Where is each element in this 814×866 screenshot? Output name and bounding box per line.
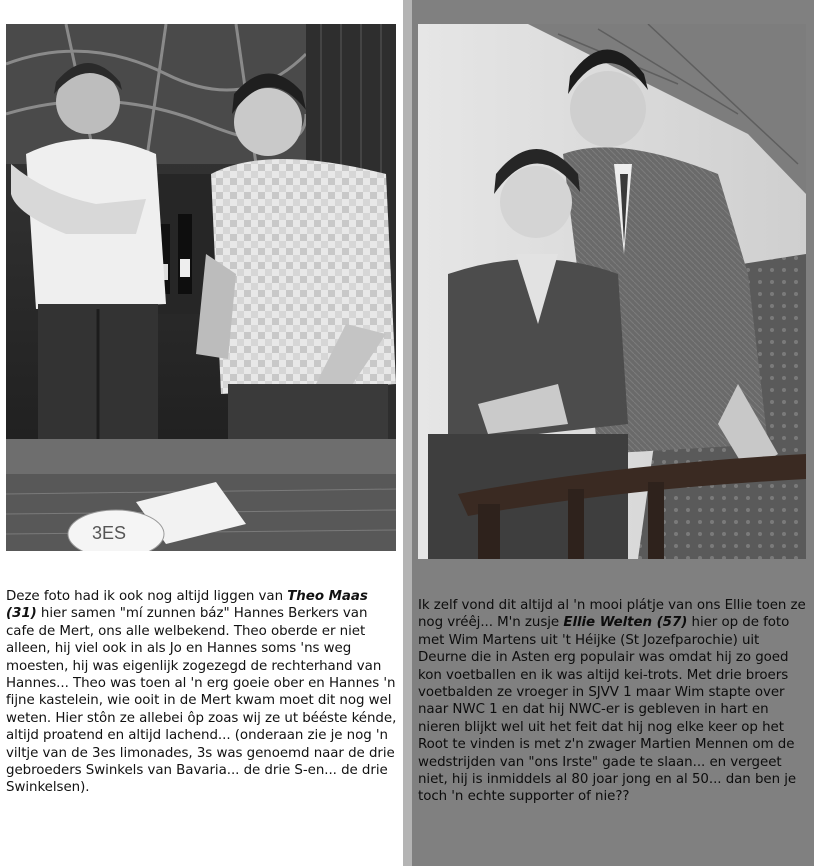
right-column: [412, 0, 814, 866]
column-divider: [403, 0, 412, 866]
photo-theo-maas-hannes-berkers: [6, 24, 396, 551]
caption-right: [418, 597, 812, 806]
caption-left: [6, 588, 398, 797]
bw-photograph-bar: [6, 24, 396, 551]
coaster-label: 3ES: [92, 523, 127, 543]
caption-right-person-name: Ellie Welten (57): [563, 615, 688, 631]
caption-left-body: hier samen "mí zunnen báz" Hannes Berkers van cafe de Mert, ons alle welbekend. Theo oberde er niet alleen, hij viel ook in als Jo en Hannes soms 'ns weg moesten, hij was eigenlijk zogezegd de rechterhand van Hannes... Theo was toen al 'n erg goeie ober en Hannes 'n fijne kastelein, wie ooit in de Mert kwam moet dit nog wel weten. Hier stôn ze allebei ôp zoas wij ze ut bééste kénde, altijd proatend en altijd lachend... (onderaan zie je nog 'n viltje van de 3es limonades, 3s was genoemd naar de drie gebroeders Swinkels van Bavaria... de drie S-en... de drie Swinkelsen).: [6, 606, 397, 796]
left-column: [0, 0, 403, 866]
photo-ellie-welten-wim-martens: [418, 24, 806, 559]
caption-right-body: hier op de foto met Wim Martens uit 't Héijke (St Jozefparochie) uit Deurne die in Asten erg populair was omdat hij zo goed kon voetballen en ik was altijd kei-trots. Met drie broers voetbalden ze vroeger in SJVV 1 maar Wim stapte over naar NWC 1 en dat hij NWC-er is gebleven in hart en nieren blijkt wel uit het feit dat hij nog elke keer op het Root te vinden is met z'n zwager Martien Mennen om de wedstrijden van "ons Irste" gade te slaan... en vergeet niet, hij is inmiddels al 80 joar jong en al 50... dan ben je toch 'n echte supporter of nie??: [418, 615, 797, 805]
caption-left-intro: Deze foto had ik ook nog altijd liggen van: [6, 589, 288, 604]
caption-right-intro: Ik zelf vond dit altijd al 'n mooi plátje van ons Ellie toen ze nog vréêj... M'n zusje: [418, 598, 806, 631]
bw-photograph-couple: [418, 24, 806, 559]
caption-left-person-name: Theo Maas (31): [6, 589, 368, 622]
